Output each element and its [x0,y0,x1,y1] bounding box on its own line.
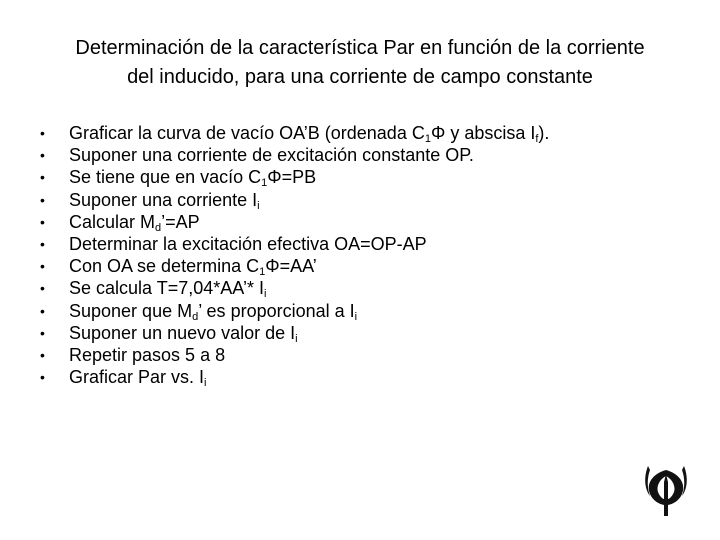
item-text: Con OA se determina C [69,256,260,277]
item-text: ’ es proporcional a I [198,300,355,321]
bullet-dot: • [40,280,45,297]
item-text: Suponer un nuevo valor de I [69,322,296,343]
bullet-dot: • [40,169,45,186]
list-item [40,233,660,255]
bullet-dot: • [40,125,45,141]
list-item [40,300,660,322]
list-item [40,166,660,188]
item-text: Suponer que M [69,300,193,321]
title-line-1: Determinación de la característica Par en función de la corriente [75,37,645,59]
subscript: 1 [424,133,431,145]
item-text: ’=AP [161,211,200,232]
subscript: 1 [261,177,268,190]
item-text: Graficar Par vs. I [69,367,205,388]
subscript: i [204,377,207,390]
list-item [40,344,660,366]
item-text: Φ=PB [267,167,317,188]
item-text: Φ=AA’ [265,256,317,277]
item-text: Se tiene que en vacío C [69,167,262,188]
bullet-dot: • [40,147,45,164]
bullet-dot: • [40,213,45,230]
item-text: ). [538,123,550,143]
item-text: Determinar la excitación efectiva OA=OP-AP [69,233,427,254]
subscript: i [263,288,267,301]
item-text: Calcular M [69,211,156,232]
item-text: Suponer una corriente de excitación constante OP. [69,145,474,166]
bullet-dot: • [40,369,45,386]
item-text: Repetir pasos 5 a 8 [69,344,226,365]
subscript: 1 [259,266,266,279]
item-text: Φ y abscisa I [430,123,536,143]
item-text: Graficar la curva de vacío OA’B (ordenada C [69,123,425,143]
subscript: i [295,332,298,345]
subscript: i [257,199,260,212]
bullet-dot: • [40,302,45,319]
bullet-dot: • [40,258,45,275]
subscript: d [155,221,162,234]
list-item [40,322,660,344]
list-item [40,122,660,144]
subscript: d [192,310,199,323]
bullet-dot: • [40,324,45,341]
item-text: Suponer una corriente I [69,189,258,210]
list-item [40,144,660,166]
list-item [40,255,660,277]
subscript: f [535,133,539,145]
list-item [40,211,660,233]
list-item [40,366,660,388]
list-item [40,189,660,211]
title-line-2: del inducido, para una corriente de campo constante [127,66,593,88]
slide-title [30,34,690,92]
bullet-dot: • [40,346,45,363]
bullet-list [40,122,660,388]
bullet-dot: • [40,191,45,208]
list-item [40,277,660,299]
quake-logo-icon [642,462,690,518]
item-text: Se calcula T=7,04*AA’* I [69,278,264,299]
subscript: i [354,310,358,323]
bullet-dot: • [40,235,45,252]
